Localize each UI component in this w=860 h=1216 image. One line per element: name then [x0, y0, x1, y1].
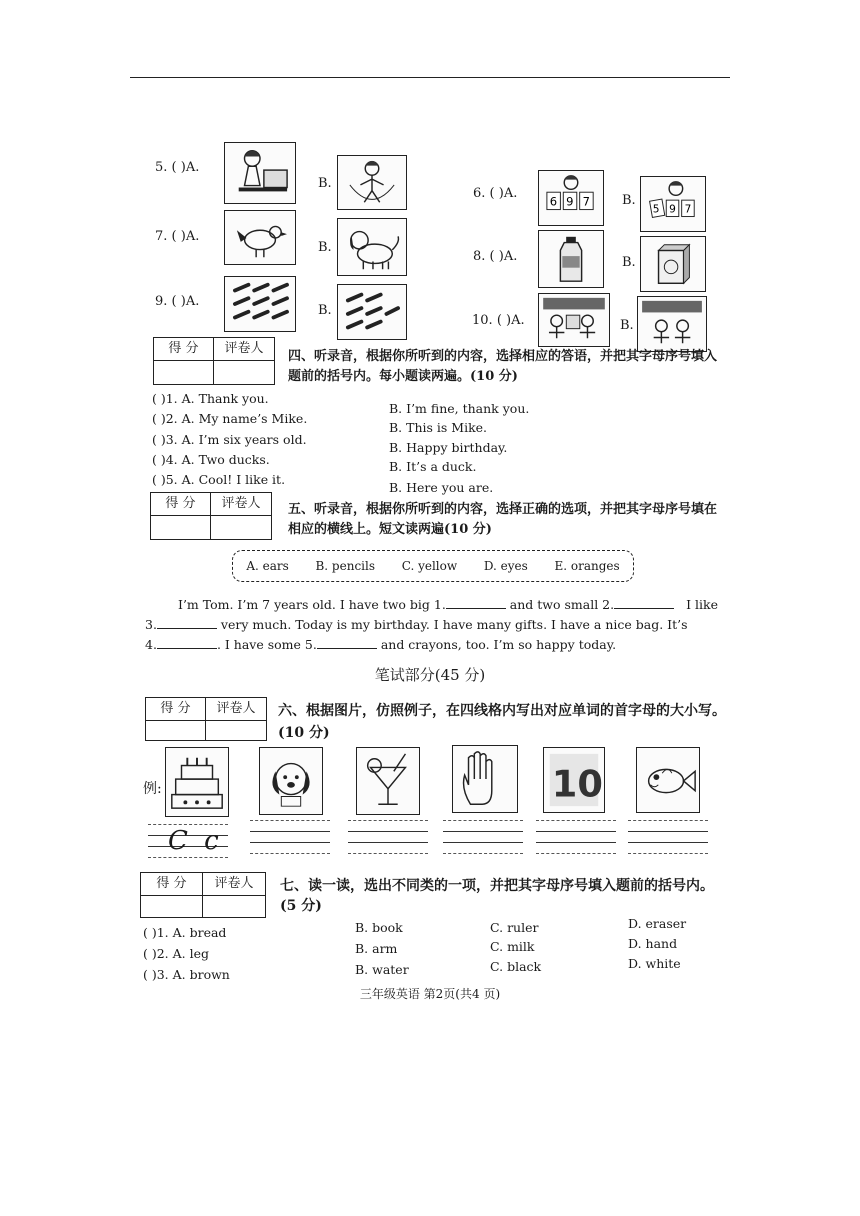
grader-label: 评卷人: [211, 493, 271, 516]
cake-icon: [165, 747, 229, 817]
question-10: 10. ( )A.: [472, 313, 525, 328]
q5-option-b: B.: [318, 176, 332, 191]
s7-q1-c: C. ruler: [490, 920, 539, 935]
four-line-grid-4[interactable]: [536, 820, 616, 854]
score-box-section4: [153, 337, 275, 385]
option-c: C. yellow: [401, 559, 458, 573]
blank-1[interactable]: [446, 596, 506, 609]
example-label: 例:: [143, 781, 162, 797]
s4-q4-b: B. It’s a duck.: [389, 459, 477, 474]
s7-q2-b: B. arm: [355, 941, 398, 956]
q8-option-b: B.: [622, 255, 636, 270]
water-bottle-icon: [538, 230, 604, 288]
four-line-grid-3[interactable]: [443, 820, 523, 854]
grader-cell[interactable]: [214, 361, 274, 384]
crayons-icon: [224, 276, 296, 332]
s7-q3-c: C. black: [490, 959, 542, 974]
score-label: 得 分: [146, 698, 206, 721]
ten-label: 10: [551, 762, 603, 806]
score-cell[interactable]: [141, 896, 203, 917]
s4-q3: ( )3. A. I’m six years old.: [152, 432, 307, 447]
s7-q2-c: C. milk: [490, 939, 535, 954]
classroom-scene-icon: [637, 296, 707, 352]
svg-text:7: 7: [684, 203, 692, 216]
dog-icon: [337, 218, 407, 276]
s4-q4: ( )4. A. Two ducks.: [152, 452, 270, 467]
score-box-section6: [145, 697, 267, 741]
s7-q1-b: B. book: [355, 920, 403, 935]
section5-line2: 3. very much. Today is my birthday. I have many gifts. I have a nice bag. It’s: [145, 617, 688, 632]
grader-label: 评卷人: [206, 698, 266, 721]
section4-title: 四、听录音，根据你所听到的内容，选择相应的答语，并把其字母序号填入题前的括号内。每小题读两遍。(10 分): [288, 349, 718, 384]
score-box-section7: [140, 872, 266, 918]
four-line-grid-5[interactable]: [628, 820, 708, 854]
s4-q5: ( )5. A. Cool! I like it.: [152, 472, 286, 487]
girl-jumping-rope-icon: [337, 155, 407, 210]
blank-2[interactable]: [614, 596, 674, 609]
s7-q3-d: D. white: [628, 956, 681, 971]
blank-4[interactable]: [157, 636, 217, 649]
juice-box-icon: [640, 236, 706, 292]
blank-5[interactable]: [317, 636, 377, 649]
s4-q2-b: B. This is Mike.: [389, 420, 488, 435]
s4-q5-b: B. Here you are.: [389, 480, 494, 495]
section5-option-box: [232, 550, 634, 582]
s7-q2: ( )2. A. leg: [143, 946, 209, 961]
hand-icon: [452, 745, 518, 813]
header-rule: [130, 77, 730, 78]
number-ten-icon: [543, 747, 605, 813]
four-line-grid-2[interactable]: [348, 820, 428, 854]
score-label: 得 分: [141, 873, 203, 896]
blank-3[interactable]: [157, 616, 217, 629]
s7-q2-d: D. hand: [628, 936, 678, 951]
four-line-grid-1[interactable]: [250, 820, 330, 854]
q6-option-b: B.: [622, 193, 636, 208]
section5-line1: I’m Tom. I’m 7 years old. I have two big 1. and two small 2. I like: [178, 597, 718, 612]
score-cell[interactable]: [151, 516, 211, 539]
question-7: 7. ( )A.: [155, 229, 200, 244]
boy-holding-cards-icon: [538, 170, 604, 226]
s7-q3: ( )3. A. brown: [143, 967, 230, 982]
page-footer: 三年级英语 第2页(共4 页): [359, 987, 501, 1001]
written-part-title: 笔试部分(45 分): [374, 666, 486, 684]
section7-title: 七、读一读，选出不同类的一项，并把其字母序号填入题前的括号内。(5 分): [280, 878, 714, 914]
question-8: 8. ( )A.: [473, 249, 518, 264]
question-9: 9. ( )A.: [155, 294, 200, 309]
option-e: E. oranges: [554, 559, 620, 573]
crayons-icon: [337, 284, 407, 340]
score-label: 得 分: [154, 338, 214, 361]
score-label: 得 分: [151, 493, 211, 516]
option-b: B. pencils: [315, 559, 375, 573]
s4-q3-b: B. Happy birthday.: [389, 440, 508, 455]
s7-q1-d: D. eraser: [628, 916, 687, 931]
question-5: 5. ( )A.: [155, 160, 200, 175]
q9-option-b: B.: [318, 303, 332, 318]
s4-q1-b: B. I’m fine, thank you.: [389, 401, 530, 416]
girl-at-computer-icon: [224, 142, 296, 204]
grader-label: 评卷人: [203, 873, 265, 896]
svg-text:5: 5: [652, 203, 660, 216]
svg-text:7: 7: [582, 194, 590, 209]
section5-title: 五、听录音，根据你所听到的内容，选择正确的选项，并把其字母序号填在相应的横线上。短文读两遍(10 分): [288, 502, 718, 537]
s7-q1: ( )1. A. bread: [143, 925, 227, 940]
section6-title: 六、根据图片，仿照例子，在四线格内写出对应单词的首字母的大小写。(10 分): [278, 703, 726, 741]
svg-text:9: 9: [669, 203, 676, 216]
grader-cell[interactable]: [203, 896, 265, 917]
score-cell[interactable]: [146, 721, 206, 740]
q7-option-b: B.: [318, 240, 332, 255]
s4-q1: ( )1. A. Thank you.: [152, 391, 269, 406]
question-6: 6. ( )A.: [473, 186, 518, 201]
juice-glass-icon: [356, 747, 420, 815]
score-box-section5: [150, 492, 272, 540]
section5-line3: 4. . I have some 5. and crayons, too. I’m so happy today.: [145, 637, 617, 652]
q10-option-b: B.: [620, 318, 634, 333]
boy-holding-cards-icon: [640, 176, 706, 232]
dog-face-icon: [259, 747, 323, 815]
fish-icon: [636, 747, 700, 813]
bird-icon: [224, 210, 296, 265]
classroom-scene-icon: [538, 293, 610, 347]
svg-text:9: 9: [566, 194, 574, 209]
score-cell[interactable]: [154, 361, 214, 384]
option-d: D. eyes: [483, 559, 528, 573]
example-letters: C c: [168, 826, 223, 856]
s4-q2: ( )2. A. My name’s Mike.: [152, 411, 308, 426]
grader-label: 评卷人: [214, 338, 274, 361]
grader-cell[interactable]: [211, 516, 271, 539]
option-a: A. ears: [246, 559, 289, 573]
card-digits: 6: [549, 194, 558, 209]
grader-cell[interactable]: [206, 721, 266, 740]
s7-q3-b: B. water: [355, 962, 409, 977]
